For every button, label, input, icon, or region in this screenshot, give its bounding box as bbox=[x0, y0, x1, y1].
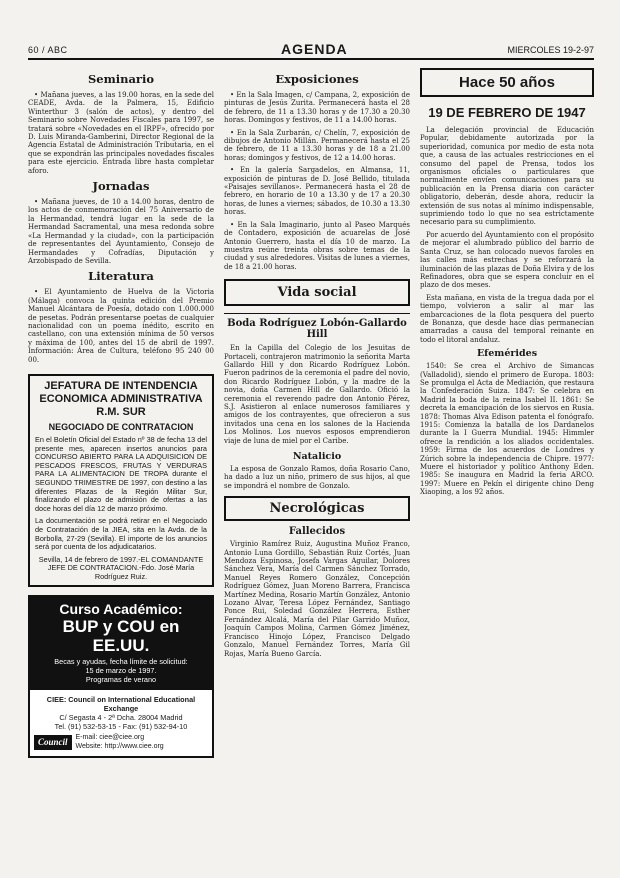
jefatura-title: JEFATURA DE INTENDENCIA ECONOMICA ADMINISTRATIVA R.M. SUR bbox=[39, 379, 203, 418]
seminario-title: Seminario bbox=[87, 72, 155, 86]
section-title: AGENDA bbox=[281, 41, 348, 57]
ad-title-1: Curso Académico: bbox=[59, 601, 183, 618]
ad-lines: Becas y ayudas, fecha límite de solicitud: 15 de marzo de 1997. Programas de verano bbox=[54, 657, 188, 685]
natalicio-title: Natalicio bbox=[292, 451, 342, 462]
literatura-text: • El Ayuntamiento de Huelva de la Victoria (Málaga) convoca la quinta edición del Premio Manuel Alcántara de Poesía, dotado con 1.000.000 de pesetas. Podrán presentarse poetas de cualquier nacionalidad con un poema inédito, escrito en castellano, con una extensión mínima de 50 versos y máxima de 100, antes del 15 de abril de 1997. Información: Área de Cultura, teléfono 95 240 00 00. bbox=[28, 288, 214, 364]
hace-50-text: La delegación provincial de Educación Popular, debidamente autorizada por la superioridad, comunica por medio de esta nota que, a causa de las actuales restricciones en el consumo del papel de Prensa, todos los organismos oficiales o particulares que normalmente envíen comunicaciones para su publicación en la Prensa diaria con carácter obligatorio, deberán, desde ahora, reducir la extensión de sus notas al mínimo indispensable, suprimiendo todo lo que no sea estrictamente necesario para su cumplimiento. Por acuerdo del Ayuntamiento con el propósito de mejorar el alumbrado público del barrio de Santa Cruz, se han colocado nuevos faroles en las calles más estrechas y se reforzará la iluminación de las plazas de Doña Elvira y de los Refinadores, obra que se espera concluir en el plazo de dos meses. Esta mañana, en vista de la tregua dada por el tiempo, volvieron a salir al mar las embarcaciones de la flota pesquera del puerto de Bonanza, que desde hace días permanecían amarradas a causa del temporal reinante en todo el litoral andaluz. bbox=[420, 126, 594, 344]
ad-email: E-mail: ciee@ciee.org bbox=[75, 734, 145, 742]
issue-date: MIERCOLES 19-2-97 bbox=[507, 45, 594, 55]
jefatura-notice bbox=[28, 374, 214, 588]
exposiciones-title: Exposiciones bbox=[275, 72, 359, 86]
jefatura-subtitle: NEGOCIADO DE CONTRATACION bbox=[48, 421, 194, 432]
jefatura-signature: Sevilla, 14 de febrero de 1997.-EL COMANDANTE JEFE DE CONTRATACION.-Fdo. José María Rodríguez Ruiz. bbox=[38, 554, 204, 581]
hace-50-heading: Hace 50 años bbox=[420, 68, 594, 97]
ad-footer bbox=[30, 690, 212, 756]
exposiciones-text: • En la Sala Imagen, c/ Campana, 2, exposición de pinturas de Jesús Zurita. Permanecerá hasta el 28 de febrero, de 11 a 13.30 horas y de 17.30 a 20.30 horas. Domingos y festivos, de 11 a 14.00 horas. • En la Sala Zurbarán, c/ Chelín, 7, exposición de dibujos de Antonio Millán. Permanecerá hasta el 25 de febrero, de 11 a 13.30 horas y de 18 a 21.00 horas; domingos y festivos, de 12 a 14.00 horas. • En la galería Sargadelos, en Almansa, 11, exposición de pinturas de D. José Bellido, titulada «Paisajes sevillanos». Permanecerá hasta el 28 de febrero, en horario de 10 a 13.30 y de 17 a 20.30 horas, de lunes a viernes; sábados, de 10.30 a 13.30 horas. • En la Sala Imaginario, junto al Paseo Marqués de Contadero, exposición de acuarelas de José Antonio Guerrero, hasta el día 10 de marzo. La muestra reúne treinta obras sobre temas de la ciudad y sus alrededores. Visitas de lunes a viernes, de 18 a 21.00 horas. bbox=[224, 91, 410, 271]
ad-header bbox=[30, 597, 212, 690]
fallecidos-title: Fallecidos bbox=[288, 526, 346, 538]
boda-text: En la Capilla del Colegio de los Jesuitas de Portaceli, contrajeron matrimonio la señorita Marta Gallardo Hill y don Ricardo Rodríguez Lobón. Fueron padrinos de la ceremonia el padre del novio, don Ricardo Rodríguez Lobón, y la madre de la novia, doña Carmen Hill de Gallardo. Ofició la ceremonia el reverendo padre don Antonio Pérez, S.J. Asistieron al enlace numerosos familiares y amigos de los contrayentes, que ofrecieron a sus invitados una cena en los salones de la Hacienda Los Molinos. Los nuevos esposos emprendieron viaje de luna de miel por el Caribe. bbox=[224, 344, 410, 445]
column-right bbox=[420, 68, 594, 874]
necrologicas-heading: Necrológicas bbox=[224, 496, 410, 521]
jefatura-paragraph-1: En el Boletín Oficial del Estado nº 38 de fecha 13 del presente mes, aparecen insertos anuncios para CONCURSO ABIERTO PARA LA ADQUISICION DE PESCADOS FRESCOS, FRUTAS Y VERDURAS PARA LA ALIMENTACION DE TROPA durante el SEGUNDO TRIMESTRE DE 1997, con destino a las diferentes Plazas de la Región Militar Sur, finalizando el plazo de admisión de ofertas a las doce horas del día 12 de marzo próximo. bbox=[35, 434, 207, 513]
ad-org: CIEE: Council on International Educational Exchange bbox=[46, 695, 196, 714]
council-logo: Council bbox=[34, 735, 72, 750]
column-left bbox=[28, 68, 214, 874]
ciee-advertisement bbox=[28, 595, 214, 758]
ad-address: C/ Segasta 4 - 2ª Dcha. 28004 Madrid bbox=[59, 713, 183, 723]
fallecidos-text: Virginio Ramírez Ruiz, Augustina Muñoz Franco, Antonio Luna Gordillo, Sebastián Ruiz Cortés, Juan Mendoza Espinosa, Josefa Vargas Aguilar, Dolores Sánchez Vera, María del Carmen Sánchez Torrado, Manuel Reyes Romero González, Concepción Rodríguez Gómez, Juan Moreno Barrera, Francisca Martínez Medina, Rosario Martín González, Antonio Lozano Alvar, Teresa López Fernández, Santiago Ponce Rui, Soledad González Herrera, Esther Fernández Alcalá, María del Pilar Garrido Muñoz, Joaquín Campos Molina, Carmen Gómez Jiménez, Francisco Hinojo López, Francisco Delgado Gonzalo, Manuel Fernández Torres, María Gil Rojas, María Bueno García. bbox=[224, 540, 410, 658]
ad-phone: Tel. (91) 532-53-15 - Fax: (91) 532-94-10 bbox=[54, 722, 188, 732]
seminario-text: • Mañana jueves, a las 19.00 horas, en la sede del CEADE, Avda. de la Palmera, 15, Edificio Winterthur 3 (salón de actos), y dentro del Seminario sobre Novedades Fiscales para 1997, se tratará sobre «Novedades en el IRPF», ofrecido por D. Luis Miranda-Gamberini, Director Regional de la Agencia Estatal de Administración Tributaria, en el que se expondrán las principales novedades fiscales para este ejercicio. Entrada libre hasta completar aforo. bbox=[28, 91, 214, 175]
jornadas-title: Jornadas bbox=[92, 179, 150, 194]
efemerides-text: 1540: Se crea el Archivo de Simancas (Valladolid), siendo el primero de Europa. 1803: Se promulga el Acta de Mediación, que restaura la Confederación Suiza. 1847: Se celebra en Madrid la boda de la reina Isabel II. 1861: Se decreta la emancipación de los siervos en Rusia. 1878: Thomas Alva Edison patenta el fonógrafo. 1915: Comienza la batalla de los Dardanelos durante la I Guerra Mundial. 1945: Himmler ofrece la rendición a los aliados occidentales. 1959: Firma de los acuerdos de Londres y Zúrich sobre la independencia de Chipre. 1977: Muere el historiador y político Anthony Eden. 1985: Se inaugura en Madrid la feria ARCO. 1997: Muere en Pekín el dirigente chino Deng Xiaoping, a los 92 años. bbox=[420, 362, 594, 497]
page-label: 60 / ABC bbox=[28, 45, 68, 55]
efemerides-title: Efemérides bbox=[476, 348, 538, 360]
jefatura-paragraph-2: La documentación se podrá retirar en el Negociado de Contratación de la JIEA, sita en la Avda. de la Borbolla, 27-29 (Sevilla). El importe de los anuncios será por cuenta de los adjudicatarios. bbox=[35, 516, 207, 552]
natalicio-text: La esposa de Gonzalo Ramos, doña Rosario Cano, ha dado a luz un niño, primero de sus hijos, al que se impondrá el nombre de Gonzalo. bbox=[224, 465, 410, 490]
literatura-title: Literatura bbox=[88, 269, 154, 284]
hace-50-date: 19 DE FEBRERO DE 1947 bbox=[428, 105, 586, 120]
ad-contact bbox=[34, 734, 208, 751]
jefatura-text bbox=[35, 436, 207, 552]
boda-title: Boda Rodríguez Lobón-Gallardo Hill bbox=[224, 313, 410, 340]
column-middle bbox=[224, 68, 410, 874]
jornadas-text: • Mañana jueves, de 10 a 14.00 horas, dentro de los actos de conmemoración del 75 Aniversario de la Hermandad, tendrá lugar en la sede de la Hermandad Sacramental, una mesa redonda sobre «La Hermandad y la ciudad», con la participación de representantes del Ayuntamiento, Consejo de Hermandades y Cofradías, Diputación y Arzobispado de Sevilla. bbox=[28, 198, 214, 265]
vida-social-heading: Vida social bbox=[224, 279, 410, 306]
ad-website: Website: http://www.ciee.org bbox=[75, 742, 164, 750]
ad-title-2: BUP y COU en EE.UU. bbox=[62, 617, 180, 656]
page-header bbox=[28, 40, 594, 60]
